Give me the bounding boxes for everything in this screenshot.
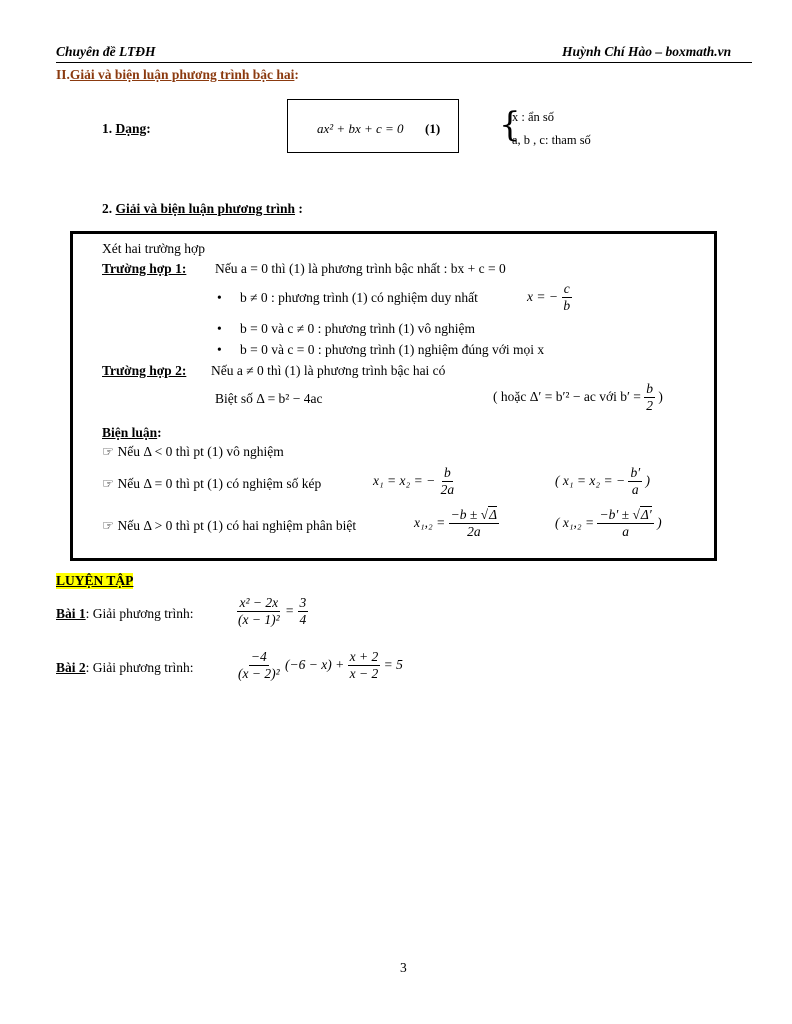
equation-tag: (1): [425, 121, 441, 136]
brace-icon: {: [499, 105, 521, 145]
bien-luan-3: ☞ Nếu Δ > 0 thì pt (1) có hai nghiệm phân biệt: [102, 518, 357, 533]
bien-luan-label: Biện luận:: [102, 425, 162, 440]
part1-label: 1. Dạng:: [102, 121, 151, 136]
bien-luan-3-formula: x₁,₂ = $\frac{-b \pm √\Delta}{2a}$: [414, 507, 497, 539]
bien-luan-2-formula: x₁ = x₂ = − $\frac{b}{2a}$: [373, 465, 455, 497]
bien-luan-3-alt: ( x₁,₂ = $\frac{-b' \pm √\Delta'}{a}$ ): [555, 507, 662, 539]
bullet-2: • b = 0 và c ≠ 0 : phương trình (1) vô nghiệm: [240, 321, 475, 337]
intro-text: Xét hai trường hợp: [102, 241, 205, 256]
bien-luan-2-alt: ( x₁ = x₂ = − $\frac{b'}{a}$ ): [555, 465, 651, 497]
header-left: Chuyên đề LTĐH: [56, 44, 156, 59]
delta-prime-formula: ( hoặc Δ′ = b′² − ac với b′ = $\frac{b}{2}$ ): [493, 381, 663, 413]
header-right: Huỳnh Chí Hào – boxmath.vn: [562, 44, 732, 59]
case2-text: Nếu a ≠ 0 thì (1) là phương trình bậc hai có: [211, 363, 446, 378]
case1-text: Nếu a = 0 thì (1) là phương trình bậc nhất : bx + c = 0: [215, 261, 506, 276]
exercise-1-label: Bài 1: Giải phương trình:: [56, 606, 194, 621]
bullet-1-formula: x = − $\frac{c}{b}$: [527, 281, 571, 313]
practice-title: LUYỆN TẬP: [56, 573, 134, 588]
part2-label: 2. Giải và biện luận phương trình :: [102, 201, 303, 216]
brace-line-2: a, b , c: tham số: [512, 133, 591, 147]
exercise-1-formula: $\frac{\text{x² − 2x}}{\text{(x − 1)²}}$ = $\frac{3}{4}$: [238, 595, 307, 627]
quadratic-equation: ax² + bx + c = 0: [317, 121, 404, 136]
case2-label: Trường hợp 2:: [102, 363, 187, 378]
bullet-1: • b ≠ 0 : phương trình (1) có nghiệm duy nhất: [240, 290, 478, 306]
section-title: II.Giải và biện luận phương trình bậc hai:: [56, 67, 299, 82]
brace-line-1: x : ẩn số: [512, 110, 555, 124]
exercise-2-label: Bài 2: Giải phương trình:: [56, 660, 194, 675]
case1-label: Trường hợp 1:: [102, 261, 187, 276]
delta-formula: Biệt số Δ = b² − 4ac: [215, 391, 323, 406]
bien-luan-1: ☞ Nếu Δ < 0 thì pt (1) vô nghiệm: [102, 444, 284, 459]
header-rule: [56, 62, 752, 63]
exercise-2-formula: $\frac{-4}{\text{(x − 2)²}}$ (−6 − x) + $\frac{x + 2}{x - 2}$ = 5: [238, 649, 403, 681]
bullet-3: • b = 0 và c = 0 : phương trình (1) nghiệm đúng với mọi x: [240, 342, 544, 358]
page-number: 3: [400, 960, 407, 975]
bien-luan-2: ☞ Nếu Δ = 0 thì pt (1) có nghiệm số kép: [102, 476, 322, 491]
